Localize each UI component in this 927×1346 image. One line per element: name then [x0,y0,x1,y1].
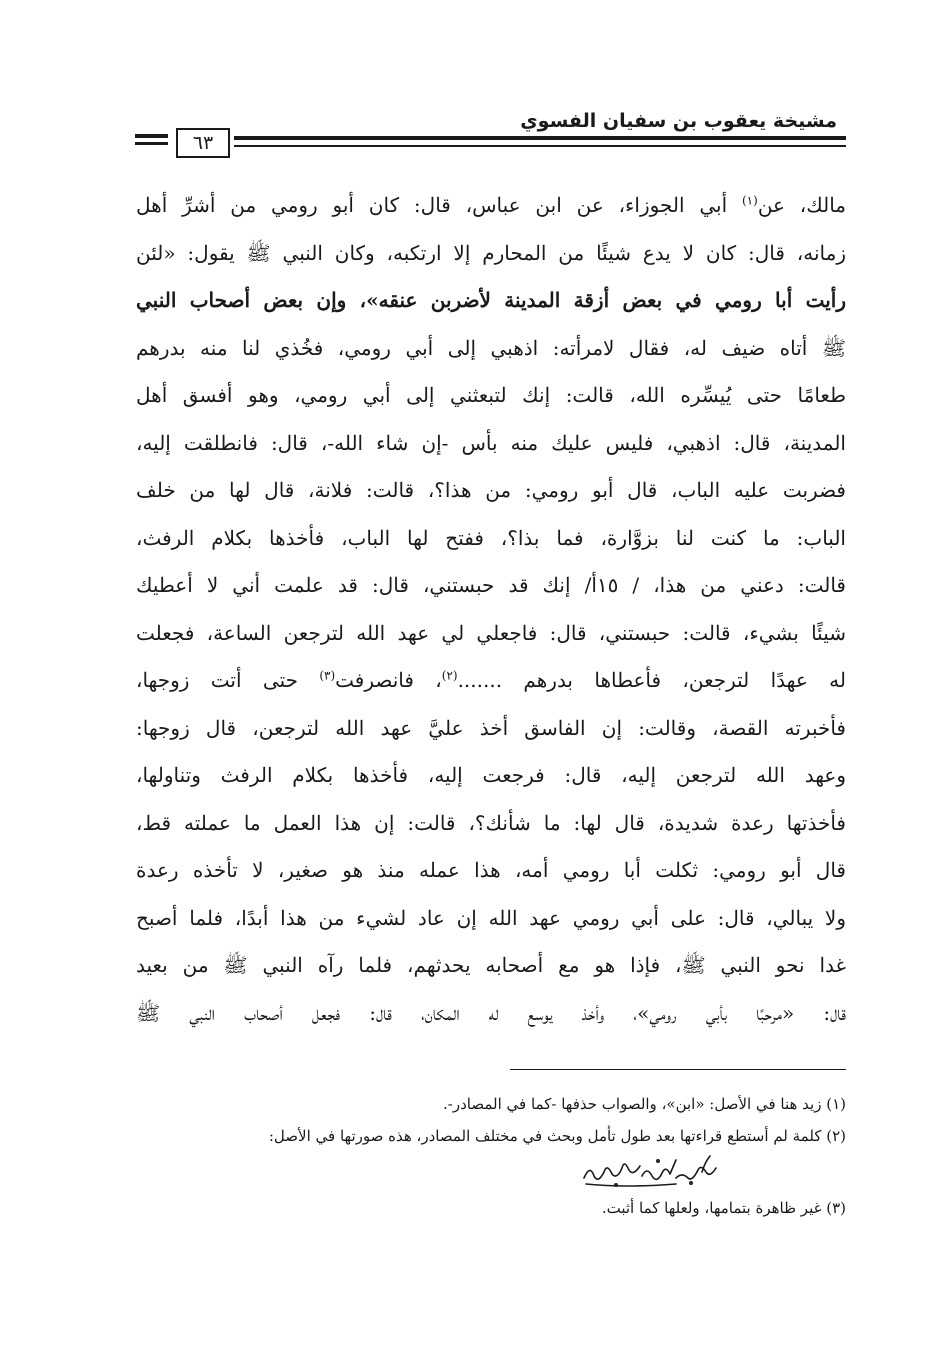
body-line-15: قال أبو رومي: ثكلت أبا رومي أمه، هذا عمله منذ هو صغير، لا تأخذه رعدة [136,858,846,882]
body-line-17: غدا نحو النبي ﷺ، فإذا هو مع أصحابه يحدثهم، فلما رآه النبي ﷺ من بعيد [136,953,846,977]
footnote-1: (١) زيد هنا في الأصل: «ابن»، والصواب حذفها -كما في المصادر-. [443,1095,846,1113]
footnotes [146,1088,846,1224]
body-line-18: قال: «مرحبًا بأبي رومي»، وأخذ يوسع له المكان، قال: فجعل أصحاب النبي ﷺ [136,1000,846,1025]
body-line-3: رأيت أبا رومي في بعض أزقة المدينة لأضربن عنقه»، وإن بعض أصحاب النبي [136,288,846,312]
body-line-6: المدينة، قال: اذهبي، فليس عليك منه بأس -إن شاء الله-، قال: فانطلقت إليه، [136,430,846,455]
body-line-12: فأخبرته القصة، وقالت: إن الفاسق أخذ عليَّ عهد الله لترجعن، قال زوجها: [136,715,846,740]
page-number: ٦٣ [176,128,230,158]
body-line-4: ﷺ أتاه ضيف له، فقال لامرأته: اذهبي إلى أبي رومي، فخُذي لنا منه بدرهم [136,335,846,360]
manuscript-handwriting-image [146,1152,846,1192]
body-line-16: ولا يبالي، قال: على أبي رومي عهد الله إن عاد لشيء من هذا أبدًا، فلما أصبح [136,905,846,930]
footnote-2: (٢) كلمة لم أستطع قراءتها بعد طول تأمل وبحث في مختلف المصادر، هذه صورتها في الأصل: [268,1127,846,1145]
body-line-14: فأخذتها رعدة شديدة، قال لها: ما شأنك؟، قالت: إن هذا العمل ما عملته قط، [136,810,846,835]
body-line-10: شيئًا بشيء، قالت: حبستني، قال: فاجعلي لي عهد الله لترجعن الساعة، فجعلت [136,620,846,645]
body-line-13: وعهد الله لترجعن إليه، قال: فرجعت إليه، فأخذها بكلام الرفث وتناولها، [136,763,846,787]
footnote-3: (٣) غير ظاهرة بتمامها، ولعلها كما أثبت. [601,1199,846,1217]
body-line-9: قالت: دعني من هذا، / ١٥أ/ إنك قد حبستني، قال: قد علمت أني لا أعطيك [136,573,846,597]
header-rule-left-bottom [135,142,168,145]
body-line-11: له عهدًا لترجعن، فأعطاها بدرهم .......$^{(٢)}$، فانصرفت$^{(٣)}$ حتى أتت زوجها، [136,668,846,692]
body-text [136,182,846,1037]
footnote-ref-1[interactable]: (١) [741,193,758,208]
header-rule-left-top [135,134,168,138]
body-line-7: فضربت عليه الباب، قال أبو رومي: من هذا؟، قالت: فلانة، قال لها من خلف [136,478,846,502]
header-rule-right-top [234,136,846,140]
footnote-ref-3[interactable]: (٣) [319,668,336,683]
book-title: مشيخة يعقوب بن سفيان الفسوي [520,110,837,132]
body-line-5: طعامًا حتى يُيسِّره الله، قالت: إنك لتبعثني إلى أبي رومي، وهو أفسق أهل [136,383,846,407]
body-line-8: الباب: ما كنت لنا بزوَّارة، فما بذا؟، ففتح لها الباب، فأخذها بكلام الرفث، [136,525,846,550]
footnote-separator [510,1069,846,1070]
body-line-1: مالك، عن$^{(١)}$ أبي الجوزاء، عن ابن عباس، قال: كان أبو رومي من أشرِّ أهل [136,193,846,217]
body-line-2: زمانه، قال: كان لا يدع شيئًا من المحارم إلا ارتكبه، وكان النبي ﷺ يقول: «لئن [136,240,846,265]
header-rule-right-bottom [234,145,846,147]
footnote-ref-2[interactable]: (٢) [441,668,458,683]
